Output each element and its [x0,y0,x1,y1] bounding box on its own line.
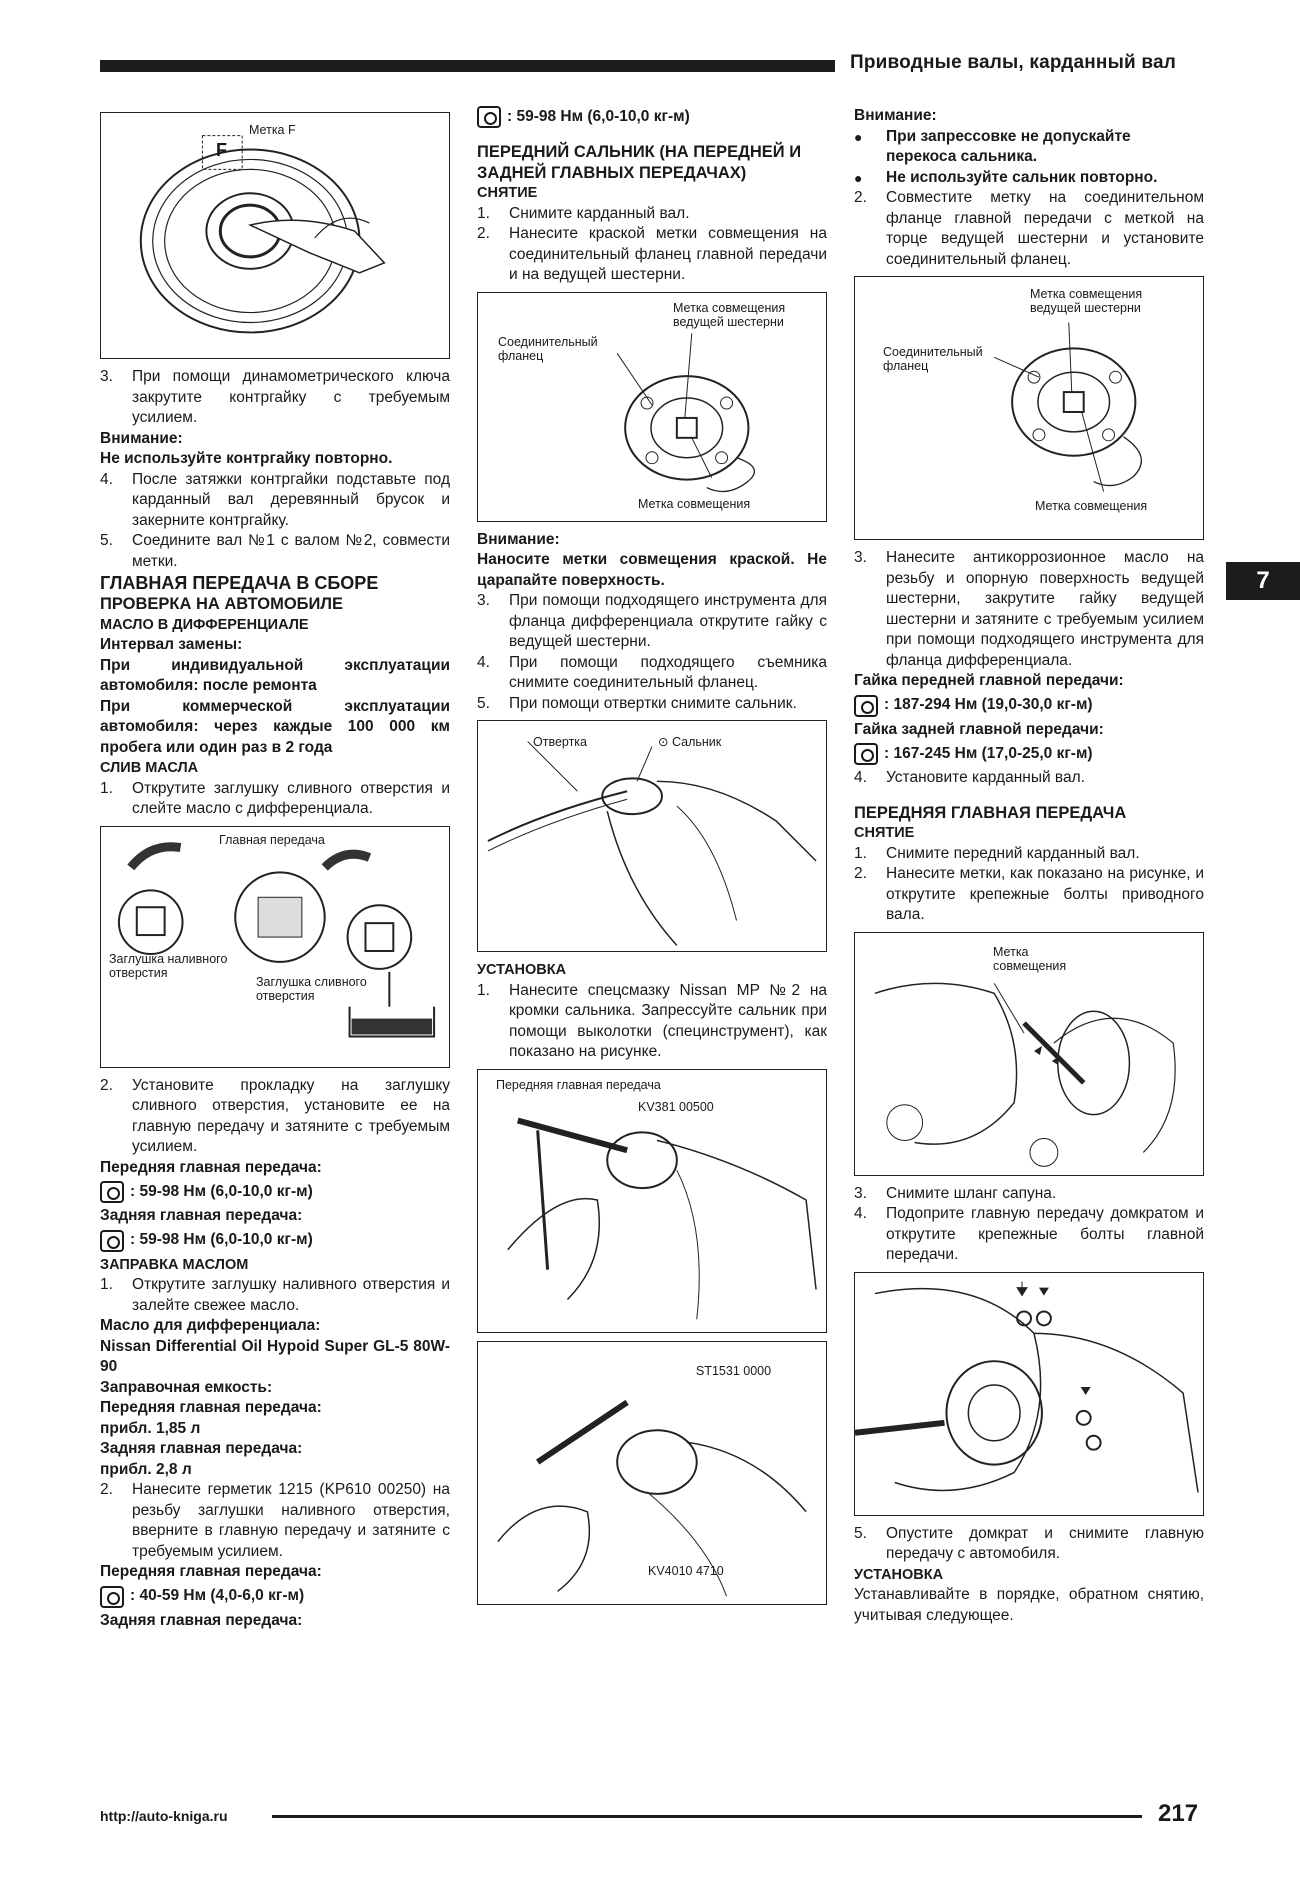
column-right [854,106,1204,1626]
attention-label: Внимание: [854,107,937,124]
bullet-item: ● Не используйте сальник повторно. [854,168,1204,189]
oil-name: Nissan Differential Oil Hypoid Super GL-5 80W-90 [100,1337,450,1375]
attention-text: Не используйте контргайку повторно. [100,450,393,467]
capacity-rear-value: прибл. 2,8 л [100,1460,192,1478]
torque-spec: : 59-98 Нм (6,0-10,0 кг-м) [100,1181,450,1203]
flange-illustration [101,113,449,358]
torque-spec: : 59-98 Нм (6,0-10,0 кг-м) [100,1230,450,1252]
page-header-title: Приводные валы, карданный вал [850,52,1177,73]
list-item: 2. Установите прокладку на заглушку сливного отверстия, установите ее на главную передачу и затяните с требуемым усилием. [100,1076,450,1155]
bullet-item: ● При запрессовке не допускайте перекоса сальника. [854,127,1204,168]
list-item: 2. Совместите метку на соединительном фланце главной передачи с меткой на торце ведущей шестерни и установите соединительный фланец. [854,189,1204,268]
list-item: 3. При помощи динамометрического ключа закрутите контргайку с требуемым усилием. [100,368,450,426]
label-mark: Метка совмещения [1035,499,1148,513]
capacity-front: Передняя главная передача: [100,1399,322,1416]
list-item: 2. Нанесите герметик 1215 (KP610 00250) на резьбу заглушки наливного отверстия, вверните в главную передачу и затяните с требуемым усилием. [100,1481,450,1560]
seal-removal-illustration [478,721,826,951]
list-item: 3. Нанесите антикоррозионное масло на резьбу и опорную поверхность ведущей шестерни, закрутите гайку ведущей шестерни и затяните с требуемым усилием при помощи подходящего инструмента для фланца дифференциала. [854,549,1204,669]
minor-heading: УСТАНОВКА [477,962,567,978]
label-flange: Соединительный фланец [883,345,983,373]
capacity-label: Заправочная емкость: [100,1378,273,1396]
list-item: 2. Нанесите метки, как показано на рисунке, и открутите крепежные болты приводного вала. [854,865,1204,923]
figure-flange-install [854,276,1204,540]
list-item: 1. Снимите карданный вал. [477,204,690,222]
list-item: 3. При помощи подходящего инструмента для фланца дифференциала открутите гайку с ведущей шестерни. [477,592,827,650]
list-item: 2. Нанесите краской метки совмещения на соединительный фланец главной передачи и на ведущей шестерни. [477,225,827,283]
label-tool-1: ST1531 0000 [696,1363,772,1378]
minor-heading: СНЯТИЕ [854,825,915,841]
label-flange: Соединительный фланец [498,334,598,363]
figure-drive-shaft-marks [854,932,1204,1176]
torque-spec: : 187-294 Нм (19,0-30,0 кг-м) [854,695,1204,717]
label-seal: ⊙ Сальник [658,735,722,749]
label-pinion-mark: Метка совмещения ведущей шестерни [673,300,786,329]
oil-label: Масло для дифференциала: [100,1317,321,1334]
rear-gear-label: Задняя главная передача: [100,1611,303,1629]
figure-flange-mark-f [100,112,450,359]
list-item: 4. Установите карданный вал. [854,769,1085,786]
footer-url: http://auto-kniga.ru [100,1808,228,1824]
footer-rule [272,1815,1142,1818]
list-item: 1. Снимите передний карданный вал. [854,844,1140,862]
capacity-rear: Задняя главная передача: [100,1440,303,1457]
header-bar [100,60,835,72]
nut-rear-label: Гайка задней главной передачи: [854,720,1104,738]
label-letter-f: F [216,140,227,160]
figure-seal-press-rear [477,1341,827,1605]
label-tool: KV381 00500 [638,1099,714,1114]
seal-marker-icon: ⊙ [658,735,669,749]
minor-heading: СЛИВ МАСЛА [100,760,199,776]
list-item: 5. При помощи отвертки снимите сальник. [477,694,797,712]
list-item: 5. Опустите домкрат и снимите главную передачу с автомобиля. [854,1524,1204,1562]
drain-illustration [101,827,449,1067]
attention-text: Наносите метки совмещения краской. Не царапайте поверхность. [477,551,827,589]
nut-front-label: Гайка передней главной передачи: [854,672,1124,689]
rear-gear-label: Задняя главная передача: [100,1207,303,1224]
torque-wrench-icon [100,1181,124,1203]
column-left [100,106,450,1631]
label-main-gear: Главная передача [219,832,325,847]
section-heading: ПЕРЕДНИЙ САЛЬНИК (НА ПЕРЕДНЕЙ И ЗАДНЕЙ ГЛАВНЫХ ПЕРЕДАЧАХ) [477,143,802,182]
torque-wrench-icon [477,106,501,128]
list-item: 1. Открутите заглушку сливного отверстия и слейте масло с дифференциала. [100,779,450,817]
list-item: 1. Открутите заглушку наливного отверстия и залейте свежее масло. [100,1276,450,1314]
list-item: 1. Нанесите спецсмазку Nissan MP №2 на кромки сальника. Запрессуйте сальник при помощи выколотки (специнструмент), как показано на рисунке. [477,981,827,1060]
install-text: Устанавливайте в порядке, обратном снятию, учитывая следующее. [854,1586,1204,1624]
column-middle [477,106,827,1613]
figure-alignment-marks [477,292,827,522]
bullet-icon: ● [854,128,863,145]
interval-label: Интервал замены: [100,636,243,653]
torque-spec: : 40-59 Нм (4,0-6,0 кг-м) [100,1586,450,1608]
label-mark-f: Метка F [249,123,296,137]
torque-wrench-icon [100,1230,124,1252]
minor-heading: УСТАНОВКА [854,1566,944,1583]
bullet-icon: ● [854,169,863,186]
subsection-heading: ПРОВЕРКА НА АВТОМОБИЛЕ [100,595,343,613]
minor-heading: СНЯТИЕ [477,185,538,201]
list-item: 4. После затяжки контргайки подставьте под карданный вал деревянный брусок и закерните контргайку. [100,470,450,529]
minor-heading: МАСЛО В ДИФФЕРЕНЦИАЛЕ [100,616,309,633]
label-mark: Метка совмещения [638,496,751,511]
capacity-front-value: прибл. 1,85 л [100,1419,201,1437]
chapter-tab: 7 [1226,562,1300,600]
torque-wrench-icon [100,1586,124,1608]
figure-seal-press-front [477,1069,827,1333]
attention-label: Внимание: [100,429,183,447]
list-item: 3. Снимите шланг сапуна. [854,1184,1057,1202]
flange-install-illustration [855,277,1203,539]
label-pinion-mark: Метка совмещения ведущей шестерни [1030,287,1143,315]
torque-spec: : 167-245 Нм (17,0-25,0 кг-м) [854,743,1204,765]
list-item: 4. Подоприте главную передачу домкратом и открутите крепежные болты главной передачи. [854,1205,1204,1263]
torque-spec: : 59-98 Нм (6,0-10,0 кг-м) [477,106,827,128]
section-heading: ГЛАВНАЯ ПЕРЕДАЧА В СБОРЕ [100,573,379,593]
label-mark: Метка совмещения [993,944,1067,973]
minor-heading: ЗАПРАВКА МАСЛОМ [100,1256,249,1273]
figure-seal-removal [477,720,827,952]
page-number: 217 [1158,1800,1199,1827]
interval-commercial: При коммерческой эксплуатации автомобиля: через каждые 100 000 км пробега или один раз в 2 года [100,697,450,756]
list-item: 5. Соедините вал №1 с валом №2, совмести метки. [100,532,450,570]
label-fill-plug: Заглушка наливного отверстия [109,951,228,980]
label-screwdriver: Отвертка [533,735,587,749]
torque-wrench-icon [854,695,878,717]
figure-gear-mount-bolts [854,1272,1204,1516]
label-front-gear: Передняя главная передача [496,1077,661,1092]
figure-drain-plugs [100,826,450,1068]
label-drain-plug: Заглушка сливного отверстия [256,974,367,1003]
section-heading: ПЕРЕДНЯЯ ГЛАВНАЯ ПЕРЕДАЧА [854,803,1127,822]
front-gear-label: Передняя главная передача: [100,1158,322,1176]
label-tool-2: KV4010 4710 [648,1563,724,1578]
attention-label: Внимание: [477,530,560,548]
list-item: 4. При помощи подходящего съемника снимите соединительный фланец. [477,653,827,691]
interval-individual: При индивидуальной эксплуатации автомобиля: после ремонта [100,656,450,694]
torque-wrench-icon [854,743,878,765]
front-gear-label: Передняя главная передача: [100,1563,322,1580]
gear-mount-illustration [855,1273,1203,1515]
